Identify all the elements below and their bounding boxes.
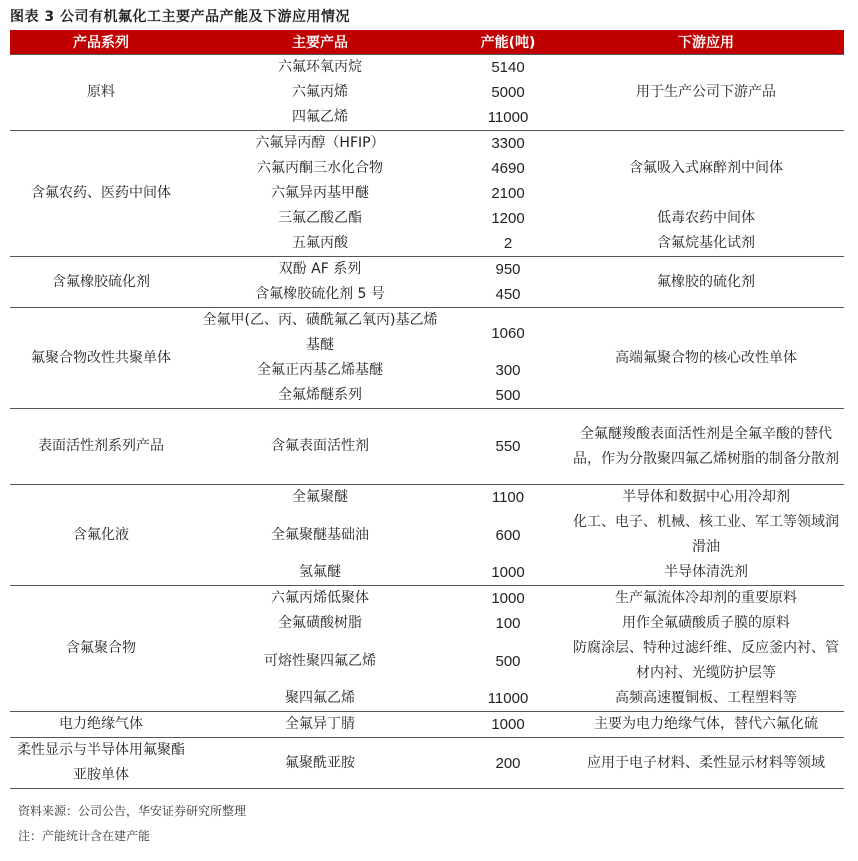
capacity-cell: 600: [495, 526, 521, 544]
capacity-cell: 450: [495, 286, 521, 303]
figure-title: 图表 3 公司有机氟化工主要产品产能及下游应用情况: [10, 9, 350, 25]
capacity-cell: 950: [448, 257, 568, 283]
application-cell: 高端氟聚合物的核心改性单体: [568, 308, 844, 409]
table-row: [10, 485, 844, 511]
product-cell: 六氟环氧丙烷: [192, 55, 448, 81]
footnote: 注：产能统计含在建产能: [18, 829, 151, 843]
table-row: [10, 586, 844, 612]
header-series: 产品系列: [10, 30, 192, 55]
product-cell: 氟聚酰亚胺: [192, 738, 448, 789]
capacity-cell: 3300: [448, 131, 568, 157]
application-cell: 应用于电子材料、柔性显示材料等领域: [568, 738, 844, 789]
series-cell: 电力绝缘气体: [10, 712, 192, 738]
table-body: [10, 55, 844, 789]
series-cell: 含氟橡胶硫化剂: [10, 257, 192, 308]
capacity-cell: 1200: [491, 210, 525, 227]
table-header-row: [10, 30, 844, 55]
product-cell: 聚四氟乙烯: [285, 690, 355, 706]
product-cell: 可熔性聚四氟乙烯: [264, 652, 376, 669]
header-product: 主要产品: [192, 30, 448, 55]
series-cell: 原料: [10, 55, 192, 131]
capacity-cell: 1000: [448, 586, 568, 612]
product-cell: 全氟正丙基乙烯基醚: [257, 362, 383, 378]
capacity-cell: 1000: [448, 712, 568, 738]
application-cell: 半导体和数据中心用冷却剂: [568, 485, 844, 511]
capacity-cell: 300: [495, 362, 521, 379]
series-cell: 表面活性剂系列产品: [10, 409, 192, 485]
capacity-cell: 200: [448, 738, 568, 789]
table-row: [10, 131, 844, 157]
capacity-cell: 4690: [491, 160, 525, 177]
product-cell: 双酚 AF 系列: [192, 257, 448, 283]
product-cell: 全氟磺酸树脂: [278, 615, 362, 631]
product-cell: 五氟丙酸: [292, 235, 348, 251]
header-capacity: 产能(吨): [448, 30, 568, 55]
product-cell: 六氟丙烯低聚体: [192, 586, 448, 612]
product-cell: 六氟异丙基甲醚: [271, 185, 369, 201]
product-cell: 全氟聚醚基础油: [271, 526, 369, 543]
application-cell: 用作全氟磺酸质子膜的原料: [622, 615, 790, 631]
table-row: [10, 712, 844, 738]
application-cell: 低毒农药中间体: [657, 210, 755, 226]
series-cell: 含氟农药、医药中间体: [10, 131, 192, 257]
capacity-cell: 500: [495, 652, 521, 670]
product-cell: 全氟甲(乙、丙、磺酰氟乙氧丙)基乙烯基醚: [192, 308, 448, 359]
application-cell: 含氟烷基化试剂: [657, 235, 755, 251]
capacity-cell: 2: [503, 235, 513, 252]
application-cell: 半导体清洗剂: [664, 564, 748, 580]
table-row: [10, 409, 844, 485]
table-row: [10, 257, 844, 283]
product-cell: 氢氟醚: [299, 564, 341, 580]
application-cell: 氟橡胶的硫化剂: [568, 257, 844, 308]
application-cell: 含氟吸入式麻醉剂中间体: [568, 131, 844, 207]
capacity-cell: 11000: [487, 109, 529, 126]
product-cell: 含氟表面活性剂: [192, 409, 448, 485]
application-cell: 防腐涂层、特种过滤纤维、反应釜内衬、管材内衬、光缆防护层等: [573, 640, 839, 681]
product-cell: 六氟异丙醇（HFIP）: [192, 131, 448, 157]
capacity-cell: 550: [448, 409, 568, 485]
capacity-cell: 1000: [491, 564, 525, 581]
series-cell: 柔性显示与半导体用氟聚酯亚胺单体: [10, 738, 192, 789]
product-cell: 六氟丙烯: [292, 84, 348, 100]
product-cell: 三氟乙酸乙酯: [278, 210, 362, 226]
application-cell: 主要为电力绝缘气体，替代六氟化硫: [568, 712, 844, 738]
series-cell: 含氟聚合物: [10, 586, 192, 712]
table-row: [10, 55, 844, 81]
product-cell: 含氟橡胶硫化剂 5 号: [255, 286, 385, 302]
series-cell: 含氟化液: [10, 485, 192, 586]
table-row: [10, 308, 844, 359]
capacity-cell: 2100: [491, 185, 525, 202]
capacity-cell: 1060: [448, 308, 568, 359]
product-cell: 全氟聚醚: [192, 485, 448, 511]
capacity-cell: 100: [495, 615, 521, 632]
capacity-cell: 500: [495, 387, 521, 404]
product-cell: 六氟丙酮三水化合物: [257, 160, 383, 176]
application-cell: 生产氟流体冷却剂的重要原料: [568, 586, 844, 612]
source-note: 资料来源：公司公告，华安证券研究所整理: [18, 804, 247, 818]
capacity-cell: 5140: [448, 55, 568, 81]
capacity-cell: 1100: [448, 485, 568, 511]
header-application: 下游应用: [568, 30, 844, 55]
capacity-table: [10, 30, 844, 789]
application-cell: 化工、电子、机械、核工业、军工等领域润滑油: [573, 514, 839, 555]
application-cell: 用于生产公司下游产品: [568, 55, 844, 131]
application-cell: 全氟醚羧酸表面活性剂是全氟辛酸的替代品，作为分散聚四氟乙烯树脂的制备分散剂: [568, 409, 844, 485]
capacity-cell: 5000: [491, 84, 525, 101]
table-row: [10, 738, 844, 789]
application-cell: 高频高速覆铜板、工程塑料等: [615, 690, 797, 706]
product-cell: 四氟乙烯: [292, 109, 348, 125]
product-cell: 全氟烯醚系列: [278, 387, 362, 403]
series-cell: 氟聚合物改性共聚单体: [10, 308, 192, 409]
product-cell: 全氟异丁腈: [192, 712, 448, 738]
capacity-cell: 11000: [487, 690, 529, 707]
